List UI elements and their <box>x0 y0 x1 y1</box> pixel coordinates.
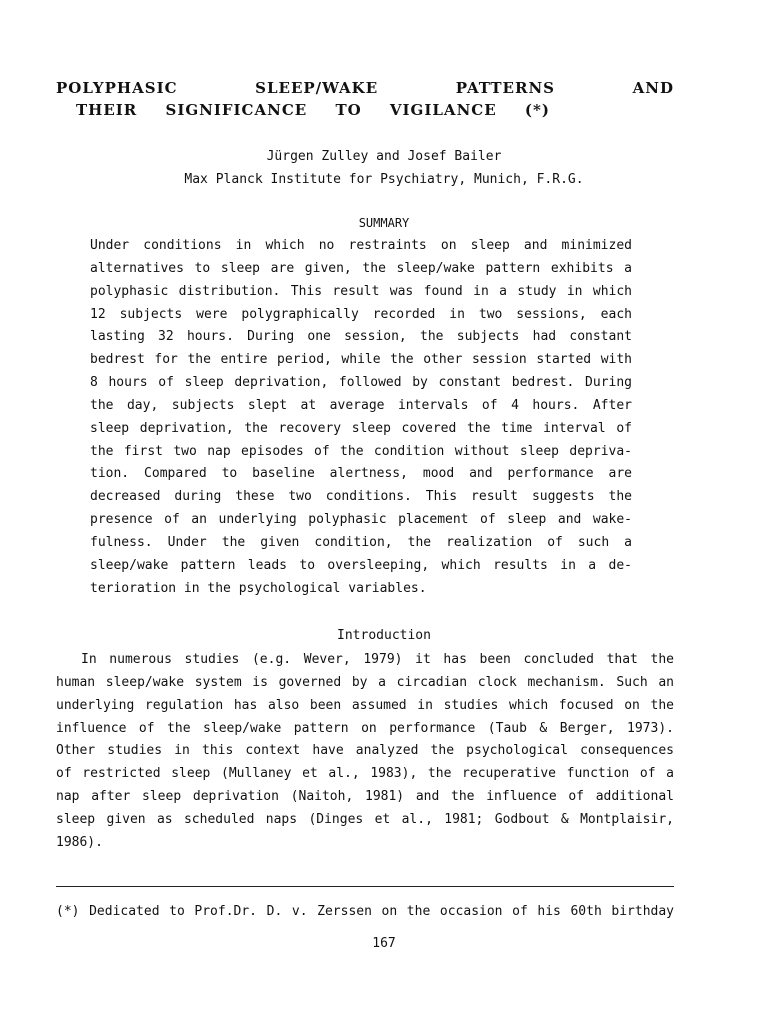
title-word: (*) <box>524 101 550 119</box>
footnote: (*) Dedicated to Prof.Dr. D. v. Zerssen on the occasion of his 60th birthday <box>56 904 674 919</box>
title-word: VIGILANCE <box>389 101 497 119</box>
introduction-line: influence of the sleep/wake pattern on performance (Taub & Berger, 1973). <box>56 720 674 736</box>
title-word: PATTERNS <box>455 79 555 97</box>
summary-line: sleep/wake pattern leads to oversleeping, which results in a de- <box>90 557 632 573</box>
title-word: POLYPHASIC <box>56 79 178 97</box>
title-word: SLEEP/WAKE <box>255 79 379 97</box>
summary-line: sleep deprivation, the recovery sleep covered the time interval of <box>90 420 632 436</box>
summary-line: polyphasic distribution. This result was found in a study in which <box>90 283 632 299</box>
summary-line: terioration in the psychological variables. <box>90 580 427 596</box>
title-word: TO <box>335 101 362 119</box>
introduction-line: 1986). <box>56 834 103 850</box>
authors: Jürgen Zulley and Josef Bailer <box>266 149 502 164</box>
introduction-line: Other studies in this context have analyzed the psychological consequences <box>56 743 674 759</box>
title-line-2 <box>76 101 572 119</box>
summary-line: decreased during these two conditions. This result suggests the <box>90 489 632 505</box>
summary-line: tion. Compared to baseline alertness, mood and performance are <box>90 466 632 482</box>
title-word: AND <box>632 79 674 97</box>
footnote-divider <box>56 886 674 887</box>
summary-line: the first two nap episodes of the condition without sleep depriva- <box>90 443 632 459</box>
summary-line: 8 hours of sleep deprivation, followed by constant bedrest. During <box>90 375 632 391</box>
summary-line: alternatives to sleep are given, the sleep/wake pattern exhibits a <box>90 260 632 276</box>
summary-line: fulness. Under the given condition, the realization of such a <box>90 534 632 550</box>
title-word: SIGNIFICANCE <box>165 101 308 119</box>
introduction-heading: Introduction <box>337 628 431 643</box>
introduction-line: sleep given as scheduled naps (Dinges et al., 1981; Godbout & Montplaisir, <box>56 811 674 827</box>
introduction-line: of restricted sleep (Mullaney et al., 1983), the recuperative function of a <box>56 766 674 782</box>
summary-text <box>90 235 632 601</box>
introduction-line: nap after sleep deprivation (Naitoh, 1981) and the influence of additional <box>56 789 674 805</box>
introduction-text <box>56 649 674 855</box>
summary-line: bedrest for the entire period, while the other session started with <box>90 352 632 368</box>
affiliation: Max Planck Institute for Psychiatry, Munich, F.R.G. <box>184 172 584 187</box>
introduction-line: underlying regulation has also been assumed in studies which focused on the <box>56 697 674 713</box>
page-number: 167 <box>372 936 396 951</box>
summary-line: 12 subjects were polygraphically recorded in two sessions, each <box>90 306 632 322</box>
summary-line: the day, subjects slept at average intervals of 4 hours. After <box>90 397 632 413</box>
introduction-line: In numerous studies (e.g. Wever, 1979) it has been concluded that the <box>81 652 674 667</box>
summary-line: presence of an underlying polyphasic placement of sleep and wake- <box>90 512 632 528</box>
title-word: THEIR <box>76 101 138 119</box>
summary-heading: SUMMARY <box>358 216 410 230</box>
summary-line: Under conditions in which no restraints on sleep and minimized <box>90 238 632 253</box>
summary-line: lasting 32 hours. During one session, the subjects had constant <box>90 329 632 345</box>
introduction-line: human sleep/wake system is governed by a circadian clock mechanism. Such an <box>56 674 674 690</box>
title-line-1 <box>56 79 674 97</box>
